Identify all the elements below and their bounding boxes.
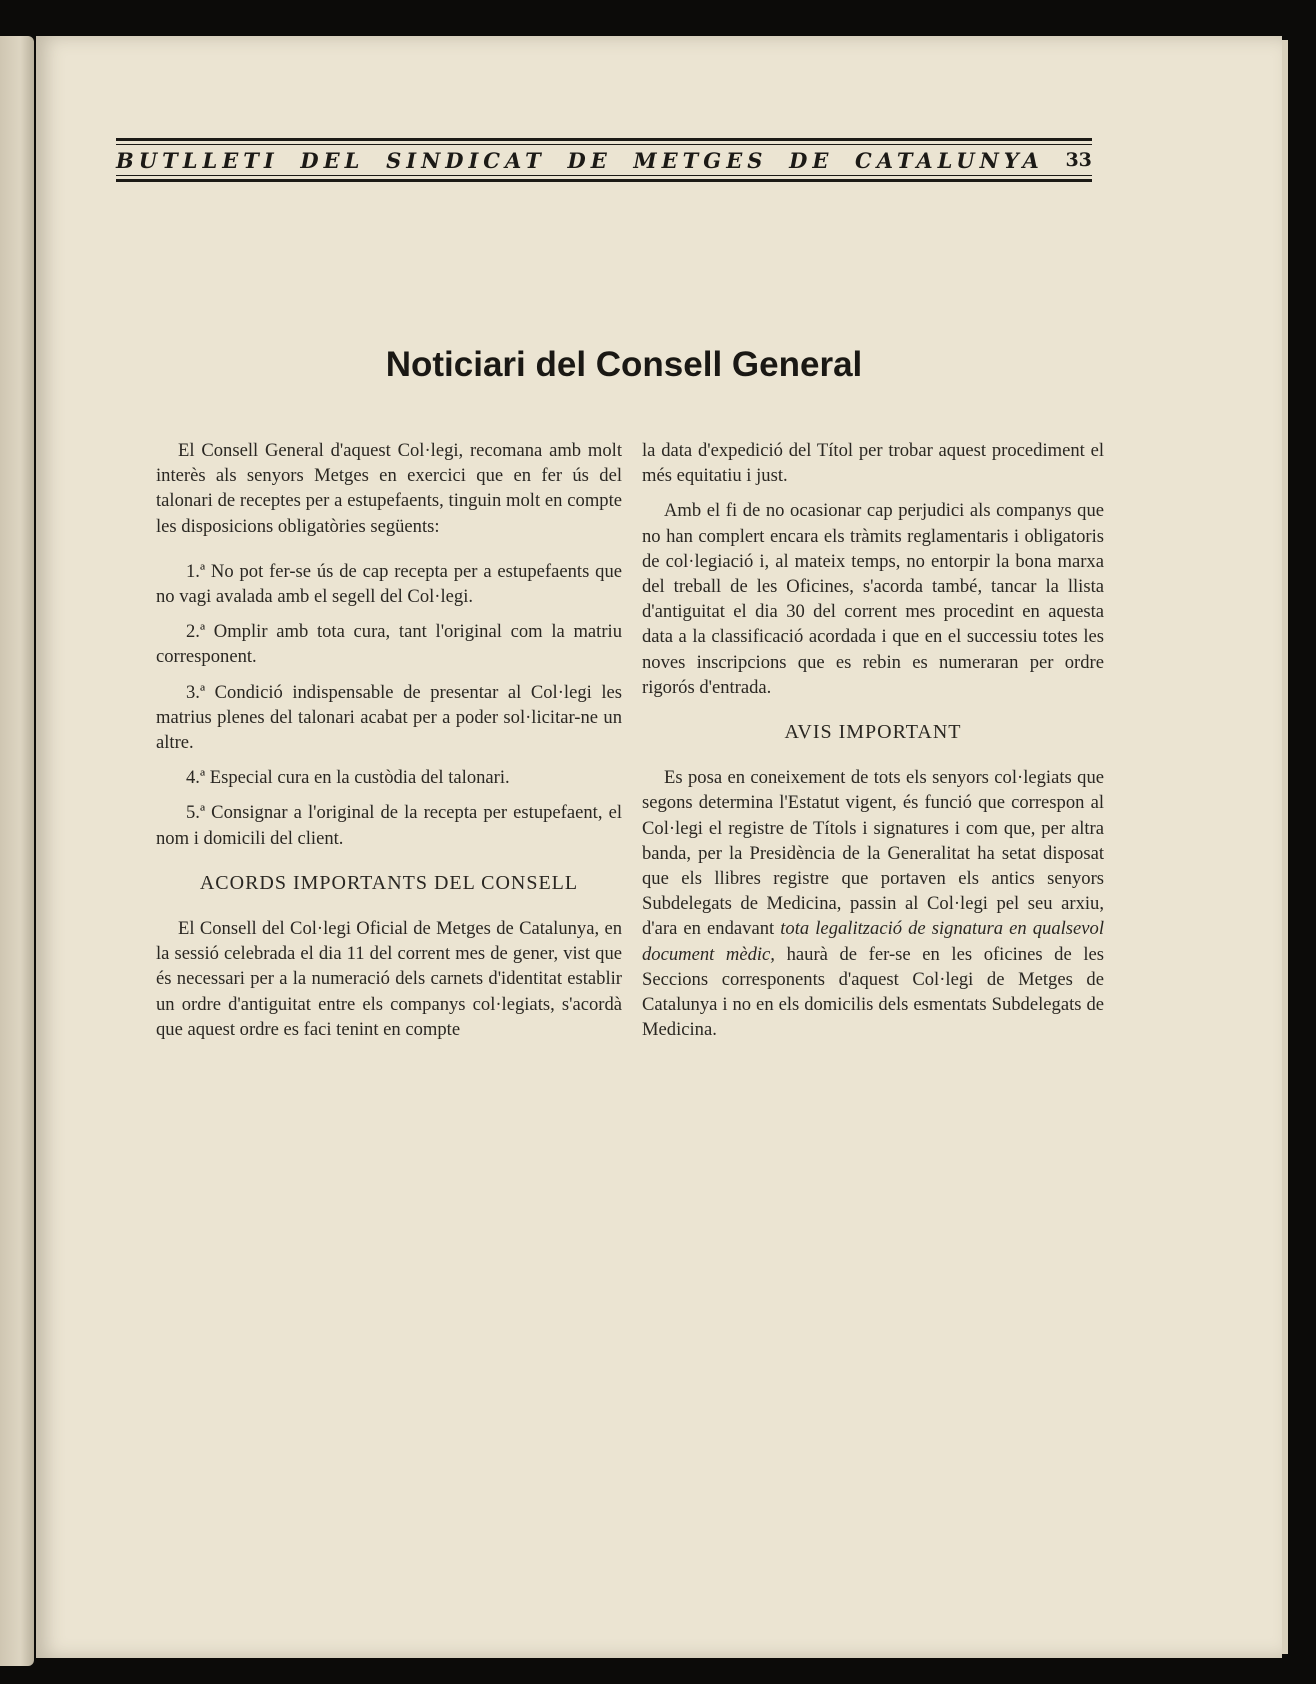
avis-text-end: haurà de fer-se en les oficines de les Seccions corresponents d'aquest Col·legi de Metges de Catalunya i no en els domicilis dels esmentats Subdelegats de Medicina. [642, 943, 1105, 1041]
page-number: 33 [1065, 149, 1092, 171]
facing-page-edge [0, 36, 34, 1666]
acords-paragraph: El Consell del Col·legi Oficial de Metges de Catalunya, en la sessió celebrada el dia 11 del corrent mes de gener, vist que és necessari per a la numeració dels carnets d'identitat establir un ordre d'antiguitat entre els companys col·legiats, s'acordà que aquest ordre es faci tenint en compte [156, 918, 622, 1040]
acords-paragraph-continued: la data d'expedició del Títol per trobar aquest procediment el més equitatiu i just. [642, 440, 1104, 487]
page-stack-edge [1282, 40, 1288, 1654]
header-rule-top-thin [116, 144, 1092, 145]
journal-title-word: DEL [300, 147, 365, 173]
journal-title-word: DE [567, 147, 612, 173]
running-head [116, 100, 1092, 192]
header-rule-bottom-thick [116, 179, 1092, 182]
acords-paragraph-2: Amb el fi de no ocasionar cap perjudici als companys que no han complert encara els tràmits reglamentaris i obligatoris de col·legiació i, al mateix temps, no entorpir la bona marxa del treball de les Oficines, s'acorda també, tancar la llista d'antiguitat el dia 30 del corrent mes procedint en aquesta data a la classificació acordada i que en el successiu totes les noves inscripcions que es rebin es numeraran per ordre rigorós d'entrada. [642, 500, 1104, 698]
section-heading-acords: ACORDS IMPORTANTS DEL CONSELL [199, 871, 579, 894]
intro-paragraph: El Consell General d'aquest Col·legi, recomana amb molt interès als senyors Metges en exercici que en fer ús del talonari de receptes per a estupefaents, tinguin molt en compte les disposicions obligatòries següents: [156, 440, 622, 537]
list-item: 5.ª Consignar a l'original de la recepta per estupefaent, el nom i domicili del client. [156, 802, 622, 849]
list-item: 4.ª Especial cura en la custòdia del talonari. [186, 767, 510, 789]
list-item: 1.ª No pot fer-se ús de cap recepta per a estupefaents que no vagi avalada amb el segell del Col·legi. [156, 560, 622, 608]
journal-title-word: BUTLLETI [116, 147, 279, 173]
article-title: Noticiari del Consell General [385, 345, 863, 384]
avis-text-emphasis: tota legalització de signatura en qualsevol document mèdic, [642, 918, 1104, 965]
avis-paragraph [642, 765, 1104, 1042]
header-rule-top-thick [116, 138, 1092, 141]
journal-title [116, 147, 1092, 173]
header-rule-bottom-thin [116, 175, 1092, 176]
journal-title-word: METGES [633, 147, 768, 173]
section-heading-avis: AVIS IMPORTANT [784, 721, 962, 744]
avis-text-start: Es posa en coneixement de tots els senyors col·legiats que segons determina l'Estatut vigent, és funció que correspon al Col·legi el registre de Títols i signatures i com que, per altra banda, per la Presidència de la Generalitat ha setat disposat que els llibres registre que portaven els antics senyors Subdelegats de Medicina, passin al Col·legi pel seu arxiu, d'ara en endavant [642, 767, 1104, 940]
journal-title-word: DE [789, 147, 834, 173]
left-column [156, 438, 622, 1042]
list-item: 3.ª Condició indispensable de presentar al Col·legi les matrius plenes del talonari acabat per a poder sol·licitar-ne un altre. [156, 681, 622, 754]
right-column [642, 438, 1104, 1042]
list-item: 2.ª Omplir amb tota cura, tant l'original com la matriu corresponent. [156, 621, 622, 668]
journal-title-word: SINDICAT [386, 147, 546, 173]
journal-title-word: CATALUNYA [855, 147, 1044, 173]
